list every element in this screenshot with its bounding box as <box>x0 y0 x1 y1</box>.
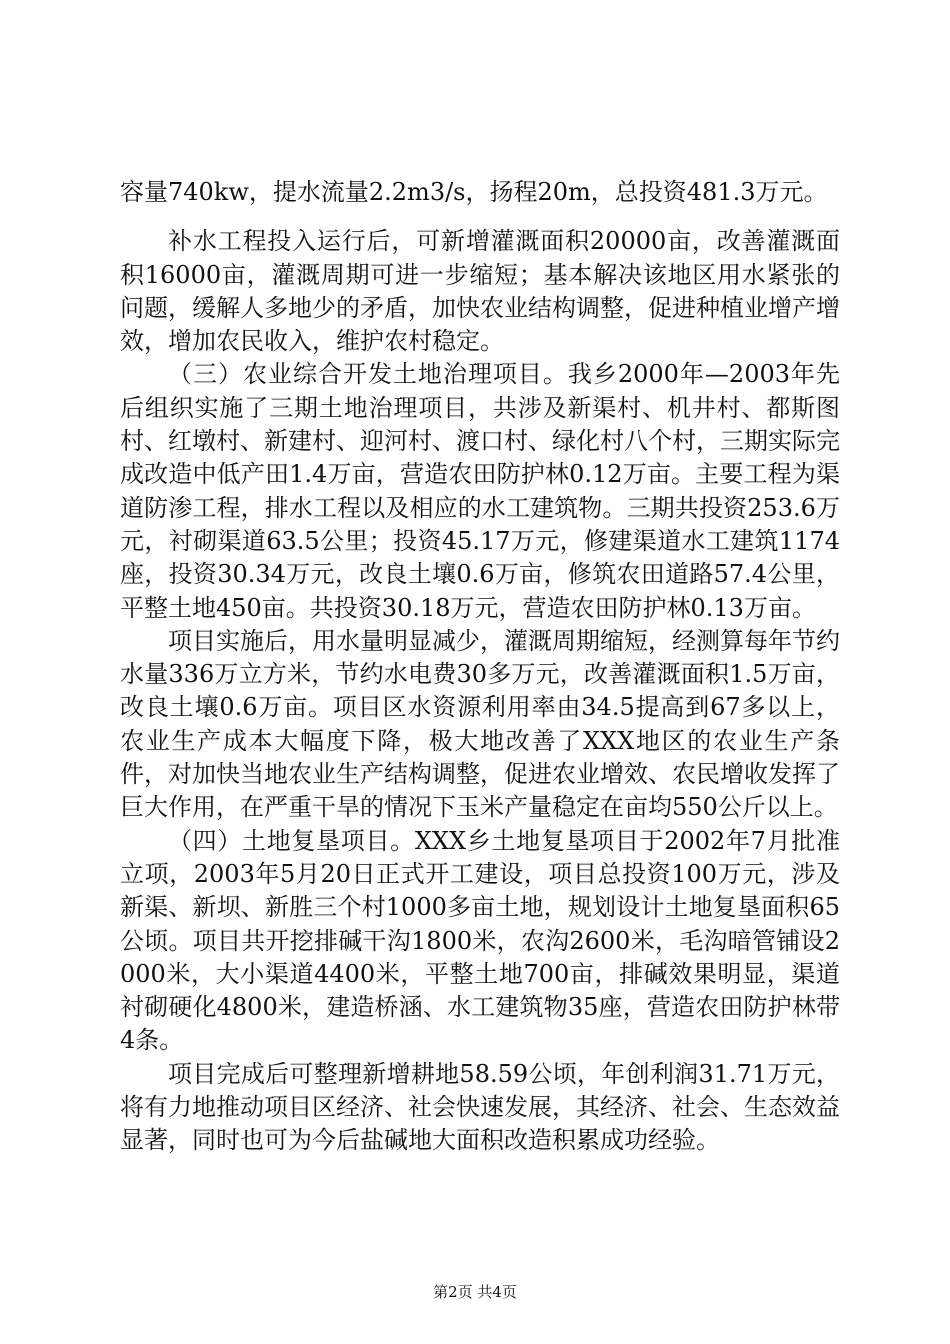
paragraph-irrigation-benefits: 补水工程投入运行后，可新增灌溉面积20000亩，改善灌溉面积16000亩，灌溉周期可进一步缩短；基本解决该地区用水紧张的问题，缓解人多地少的矛盾，加快农业结构调整，促进种植业增产增效，增加农民收入，维护农村稳定。 <box>120 227 840 356</box>
paragraph-section-four: （四）土地复垦项目。XXX乡土地复垦项目于2002年7月批准立项，2003年5月20日正式开工建设，项目总投资100万元，涉及新渠、新坝、新胜三个村1000多亩土地，规划设计土地复垦面积65公顷。项目共开挖排碱干沟1800米，农沟2600米，毛沟暗管铺设2000米，大小渠道4400米，平整土地700亩，排碱效果明显，渠道衬砌硬化4800米，建造桥涵、水工建筑物35座，营造农田防护林带4条。 <box>120 826 840 1055</box>
paragraph-project-results: 项目实施后，用水量明显减少，灌溉周期缩短，经测算每年节约水量336万立方米，节约水电费30多万元，改善灌溉面积1.5万亩，改良土壤0.6万亩。项目区水资源利用率由34.5提高到67多以上，农业生产成本大幅度下降，极大地改善了XXX地区的农业生产条件，对加快当地农业生产结构调整，促进农业增效、农民增收发挥了巨大作用，在严重干旱的情况下玉米产量稳定在亩均550公斤以上。 <box>120 626 840 822</box>
document-body <box>120 176 840 1158</box>
page-footer: 第2页 共4页 <box>433 1283 517 1301</box>
paragraph-continuation: 容量740kw，提水流量2.2m3/s，扬程20m，总投资481.3万元。 <box>120 178 828 206</box>
paragraph-completion-benefits: 项目完成后可整理新增耕地58.59公顷，年创利润31.71万元，将有力地推动项目区经济、社会快速发展，其经济、社会、生态效益显著，同时也可为今后盐碱地大面积改造积累成功经验。 <box>120 1059 840 1155</box>
paragraph-section-three: （三）农业综合开发土地治理项目。我乡2000年—2003年先后组织实施了三期土地治理项目，共涉及新渠村、机井村、都斯图村、红墩村、新建村、迎河村、渡口村、绿化村八个村，三期实际完成改造中低产田1.4万亩，营造农田防护林0.12万亩。主要工程为渠道防渗工程，排水工程以及相应的水工建筑物。三期共投资253.6万元，衬砌渠道63.5公里；投资45.17万元，修建渠道水工建筑1174座，投资30.34万元，改良土壤0.6万亩，修筑农田道路57.4公里，平整土地450亩。共投资30.18万元，营造农田防护林0.13万亩。 <box>120 360 840 622</box>
